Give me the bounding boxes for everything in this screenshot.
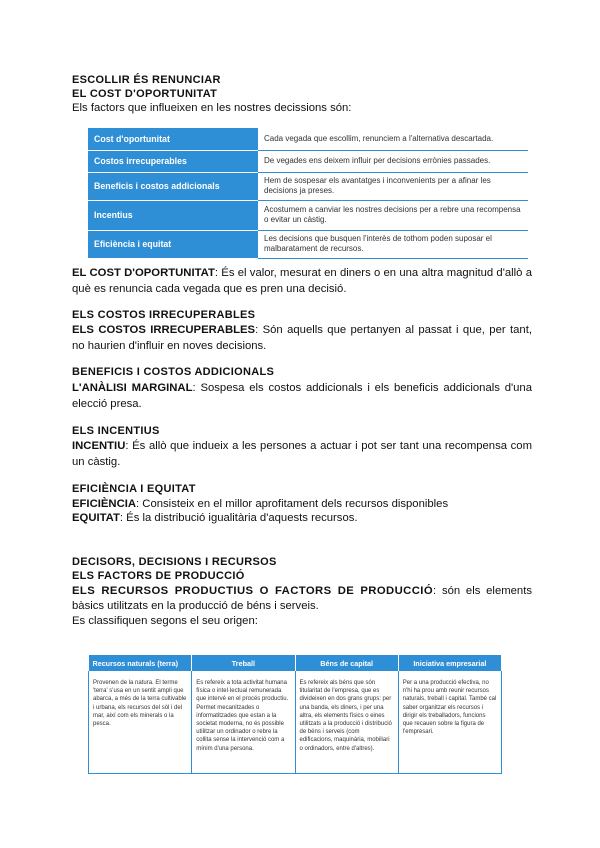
- paragraph-incentiu: [72, 438, 532, 470]
- column-header: Treball: [192, 655, 295, 671]
- table-cell: Provenen de la natura. El terme 'terra' s'usa en un sentit ampli que abarca, a més de la terra cultivable i urbana, els recursos del sòl i del mar, així com els minerals o la pesca.: [89, 671, 192, 774]
- table-row: [88, 128, 528, 150]
- paragraph-costos-irrecuperables: [72, 322, 532, 354]
- factor-name: Incentius: [88, 200, 258, 230]
- term: EQUITAT: [72, 512, 120, 524]
- term: ELS COSTOS IRRECUPERABLES: [72, 324, 256, 336]
- table-cell: Es refereix als béns que són titularitat de l'empresa, que es divideixen en dos grans grups: per una banda, els diners, i per una altra, els elements físics o eines utilitzats a la producció i distribució de béns i serveis (com edificacions, maquinària, mobiliari o ordinadors, entre d'altres).: [295, 671, 398, 774]
- factor-name: Costos irrecuperables: [88, 150, 258, 172]
- definition: : Sospesa els costos addicionals i els beneficis addicionals d'una elecció presa.: [72, 382, 532, 410]
- term: INCENTIU: [72, 440, 126, 452]
- heading-incentius: ELS INCENTIUS: [72, 425, 160, 437]
- table-row: [89, 671, 502, 774]
- term: ELS RECURSOS PRODUCTIUS O FACTORS DE PRODUCCIÓ: [72, 585, 434, 597]
- heading-decisors: DECISORS, DECISIONS I RECURSOS: [72, 556, 277, 568]
- term: L'ANÀLISI MARGINAL: [72, 382, 193, 394]
- paragraph-equitat: [72, 511, 532, 526]
- table-row: [88, 150, 528, 172]
- production-factors-table: [88, 655, 502, 774]
- term: EFICIÈNCIA: [72, 498, 137, 510]
- paragraph-classifiquen: Es classifiquen segons el seu origen:: [72, 615, 258, 627]
- factor-description: De vegades ens deixem influir per decisions errònies passades.: [258, 150, 528, 172]
- table-row: [88, 230, 528, 258]
- table-cell: Per a una producció efectiva, no n'hi ha prou amb reunir recursos naturals, treball i capital. També cal saber organitzar els recursos i dirigir els treballadors, funcions que recauen sobre la figura de l'empresari.: [398, 671, 501, 774]
- column-header: Béns de capital: [295, 655, 398, 671]
- factor-name: Eficiència i equitat: [88, 230, 258, 258]
- definition: : És allò que indueix a les persones a actuar i pot ser tant una recompensa com un càstig.: [72, 440, 532, 468]
- factor-description: Hem de sospesar els avantatges i inconvenients per a afinar les decisions ja preses.: [258, 172, 528, 200]
- heading-factors-produccio: ELS FACTORS DE PRODUCCIÓ: [72, 570, 245, 582]
- definition: : Consisteix en el millor aprofitament dels recursos disponibles: [136, 498, 449, 510]
- heading-beneficis: BENEFICIS I COSTOS ADDICIONALS: [72, 366, 275, 378]
- factor-name: Cost d'oportunitat: [88, 128, 258, 150]
- factor-description: Acostumem a canviar les nostres decisions per a rebre una recompensa o evitar un càstig.: [258, 200, 528, 230]
- column-header: Iniciativa empresarial: [398, 655, 501, 671]
- paragraph-cost-oportunitat: [72, 265, 532, 297]
- term: EL COST D'OPORTUNITAT: [72, 267, 215, 279]
- paragraph-analisi-marginal: [72, 380, 532, 412]
- paragraph-recursos-productius: [72, 584, 532, 614]
- table-row: [88, 172, 528, 200]
- table-cell: Es refereix a tota activitat humana física o intel·lectual remunerada que intervé en el procés productiu. Permet mecanitzades o informatitzades que estan a la societat moderna, no és possible utilitzar un ordinador o rebre la collita sense la intervenció com a mínim d'una persona.: [192, 671, 295, 774]
- heading-cost-oportunitat: EL COST D'OPORTUNITAT: [72, 88, 218, 100]
- factor-description: Cada vegada que escollim, renunciem a l'alternativa descartada.: [258, 128, 528, 150]
- definition: : són els elements bàsics utilitzats en la producció de béns i serveis.: [72, 585, 532, 612]
- heading-costos-irrecuperables: ELS COSTOS IRRECUPERABLES: [72, 309, 256, 321]
- factor-description: Les decisions que busquen l'interès de tothom poden suposar el malbaratament de recursos.: [258, 230, 528, 258]
- definition: : Són aquells que pertanyen al passat i que, per tant, no haurien d'influir en noves decisions.: [72, 324, 532, 352]
- factor-name: Beneficis i costos addicionals: [88, 172, 258, 200]
- heading-eficiencia: EFICIÈNCIA I EQUITAT: [72, 483, 196, 495]
- heading-escollir: ESCOLLIR ÉS RENUNCIAR: [72, 74, 221, 86]
- column-header: Recursos naturals (terra): [89, 655, 192, 671]
- intro-text: Els factors que influeixen en les nostres decissions són:: [72, 102, 352, 114]
- definition: : És el valor, mesurat en diners o en una altra magnitud d'allò a què es renuncia cada vegada que es pren una decisió.: [72, 267, 533, 295]
- paragraph-eficiencia: [72, 497, 532, 512]
- table-header-row: [89, 655, 502, 671]
- definition: : És la distribució igualitària d'aquests recursos.: [119, 512, 358, 524]
- table-row: [88, 200, 528, 230]
- decision-factors-table: [88, 128, 528, 259]
